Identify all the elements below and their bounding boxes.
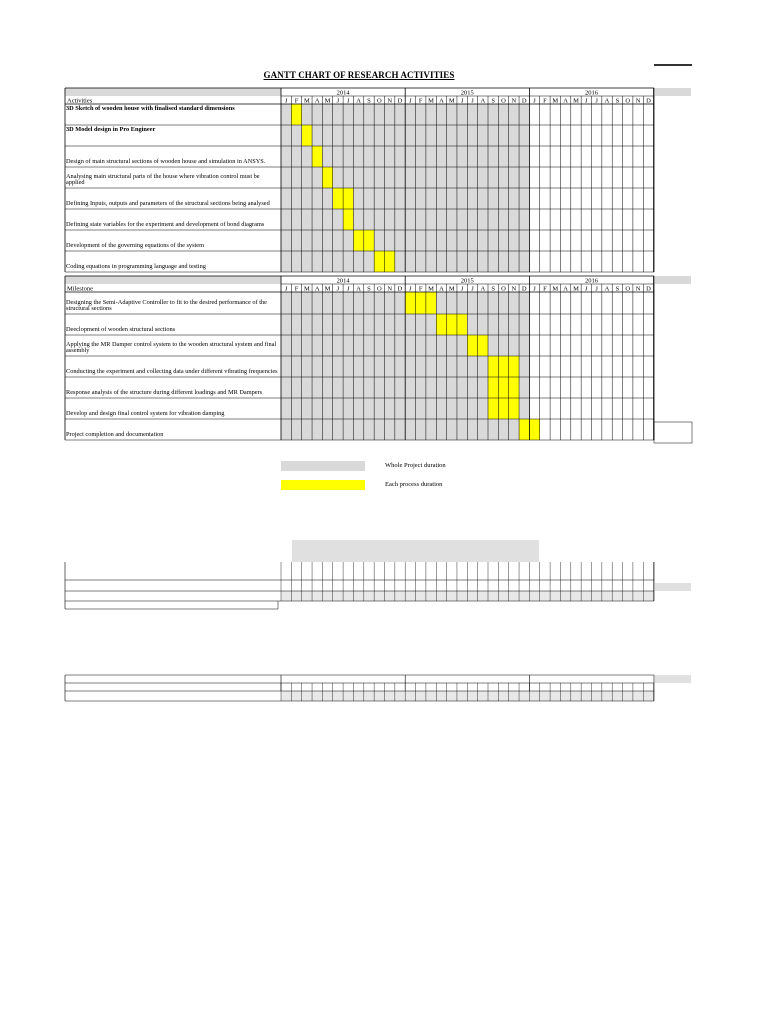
month-label: N (635, 285, 641, 293)
month-label: M (573, 97, 579, 105)
process-bar (405, 292, 436, 314)
process-bar (488, 356, 519, 377)
activity-label: 3D Sketch of wooden house with finalised standard dimensions (66, 105, 235, 112)
activity-label: Designing the Semi-Adaptive Controller to fit to the desired performance of the structural sections (66, 298, 267, 313)
header-shade (65, 276, 281, 284)
legend-label-whole: Whole Project duration (385, 462, 446, 469)
month-label: J (460, 97, 464, 105)
month-label: J (533, 285, 536, 293)
month-label: D (646, 285, 651, 293)
month-label: M (552, 285, 559, 293)
fragment-shade (655, 675, 691, 683)
month-label: J (336, 97, 340, 105)
month-label: F (543, 97, 547, 105)
row-label-box (66, 314, 279, 335)
section-header: Activities (67, 97, 93, 105)
month-label: N (387, 97, 393, 105)
month-label: J (409, 285, 412, 293)
month-label: O (501, 285, 506, 293)
month-label: A (480, 97, 486, 105)
activity-label: Analysing main structural parts of the house where vibration control must be applied (66, 172, 260, 187)
row-label-box (66, 188, 279, 209)
month-label: S (491, 285, 495, 293)
month-label: J (284, 97, 288, 105)
month-label: S (367, 97, 371, 105)
activity-label: Development of the governing equations of the system (66, 242, 204, 250)
year-label: 2015 (460, 89, 474, 97)
month-label: J (471, 97, 474, 105)
year-label: 2014 (336, 277, 350, 285)
row-label-box (66, 356, 279, 377)
month-label: J (336, 285, 340, 293)
month-label: D (646, 97, 651, 105)
process-bar (488, 377, 519, 398)
row-extension (654, 422, 692, 443)
month-label: S (367, 285, 371, 293)
month-label: J (533, 97, 536, 105)
month-label: D (397, 97, 403, 105)
month-label: D (397, 285, 403, 293)
month-label: J (460, 285, 464, 293)
month-label: O (376, 285, 382, 293)
month-label: M (324, 97, 331, 105)
month-label: J (585, 285, 588, 293)
month-label: F (418, 97, 423, 105)
row-label-box (66, 335, 279, 356)
activity-label: Defining state variables for the experiment and development of bond diagrams (66, 221, 265, 229)
activity-label: Deeclopment of wooden structural sections (66, 326, 176, 334)
month-label: N (387, 285, 393, 293)
month-label: F (294, 97, 299, 105)
process-bar (312, 146, 322, 167)
month-label: J (409, 97, 412, 105)
header-shade (65, 88, 281, 96)
fragment-shade (655, 583, 691, 591)
month-label: O (625, 285, 631, 293)
year-row-shade (655, 88, 691, 96)
row-label-box (66, 230, 279, 251)
activity-label: Develop and design final control system for vibration damping (66, 410, 225, 418)
row-label-box (66, 146, 279, 167)
month-label: J (347, 285, 350, 293)
month-label: M (303, 285, 310, 293)
month-label: M (448, 97, 455, 105)
month-label: O (625, 97, 631, 105)
month-label: S (491, 97, 495, 105)
legend-swatch-process (281, 480, 365, 490)
process-bar (343, 209, 353, 230)
month-label: A (439, 97, 444, 105)
month-label: M (303, 97, 310, 105)
month-label: A (314, 97, 320, 105)
month-label: A (439, 285, 444, 293)
row-label-box (66, 125, 279, 146)
month-label: J (347, 97, 350, 105)
activity-label: 3D Model design in Pro Engineer (66, 126, 156, 133)
activity-label: Applying the MR Damper control system to the wooden structural system and final assembly (66, 340, 277, 355)
month-label: O (376, 97, 382, 105)
year-label: 2015 (460, 277, 474, 285)
month-label: D (521, 285, 527, 293)
process-bar (291, 104, 301, 125)
month-label: A (604, 97, 610, 105)
month-label: F (418, 285, 423, 293)
row-label-box (66, 377, 279, 398)
year-label: 2016 (585, 89, 598, 97)
month-label: M (573, 285, 579, 293)
year-label: 2016 (585, 277, 598, 285)
year-row-shade (655, 276, 691, 284)
section-header: Milestone (67, 285, 93, 293)
month-label: D (521, 97, 527, 105)
month-label: J (595, 285, 598, 293)
month-label: M (552, 97, 559, 105)
row-label-box (66, 209, 279, 230)
month-label: M (324, 285, 331, 293)
month-label: J (595, 97, 598, 105)
activity-label: Project completion and documentation (66, 431, 164, 439)
row-label-box (66, 251, 279, 272)
row-label-box (66, 167, 279, 188)
row-label-box (66, 398, 279, 419)
fragment-shade (292, 540, 539, 562)
process-bar (302, 125, 312, 146)
process-bar (322, 167, 332, 188)
month-label: A (356, 285, 361, 293)
row-label-box (66, 292, 279, 314)
month-label: J (585, 97, 588, 105)
month-label: N (635, 97, 641, 105)
month-label: M (428, 285, 434, 293)
month-label: N (511, 97, 517, 105)
month-label: A (480, 285, 486, 293)
process-bar (488, 398, 519, 419)
legend-label-process: Each process duration (385, 481, 443, 488)
activity-label: Defining Inputs, outputs and parameters of the structural sections being analysed (66, 200, 270, 208)
activity-label: Coding equations in programming language and testing (66, 263, 206, 271)
row-label-box (66, 419, 279, 440)
activity-label: Response analysis of the structure during different loadings and MR Dampers (66, 389, 263, 397)
month-label: J (284, 285, 288, 293)
month-label: A (563, 285, 568, 293)
month-label: M (448, 285, 455, 293)
activity-label: Conducting the experiment and collecting data under different vibrating frequencies (66, 368, 278, 376)
month-label: F (294, 285, 299, 293)
activity-label: Design of main structural sections of wooden house and simulation in ANSYS. (66, 158, 266, 166)
month-label: F (543, 285, 547, 293)
month-label: O (501, 97, 506, 105)
month-label: N (511, 285, 517, 293)
chart-title: GANTT CHART OF RESEARCH ACTIVITIES (263, 70, 455, 80)
month-label: S (615, 97, 620, 105)
month-label: J (471, 285, 474, 293)
row-label-box (66, 104, 279, 125)
month-label: A (563, 97, 568, 105)
month-label: A (314, 285, 320, 293)
month-label: A (604, 285, 610, 293)
month-label: M (428, 97, 434, 105)
legend-swatch-whole (281, 461, 365, 471)
year-label: 2014 (336, 89, 350, 97)
month-label: A (356, 97, 361, 105)
process-bar (436, 314, 467, 335)
month-label: S (615, 285, 620, 293)
